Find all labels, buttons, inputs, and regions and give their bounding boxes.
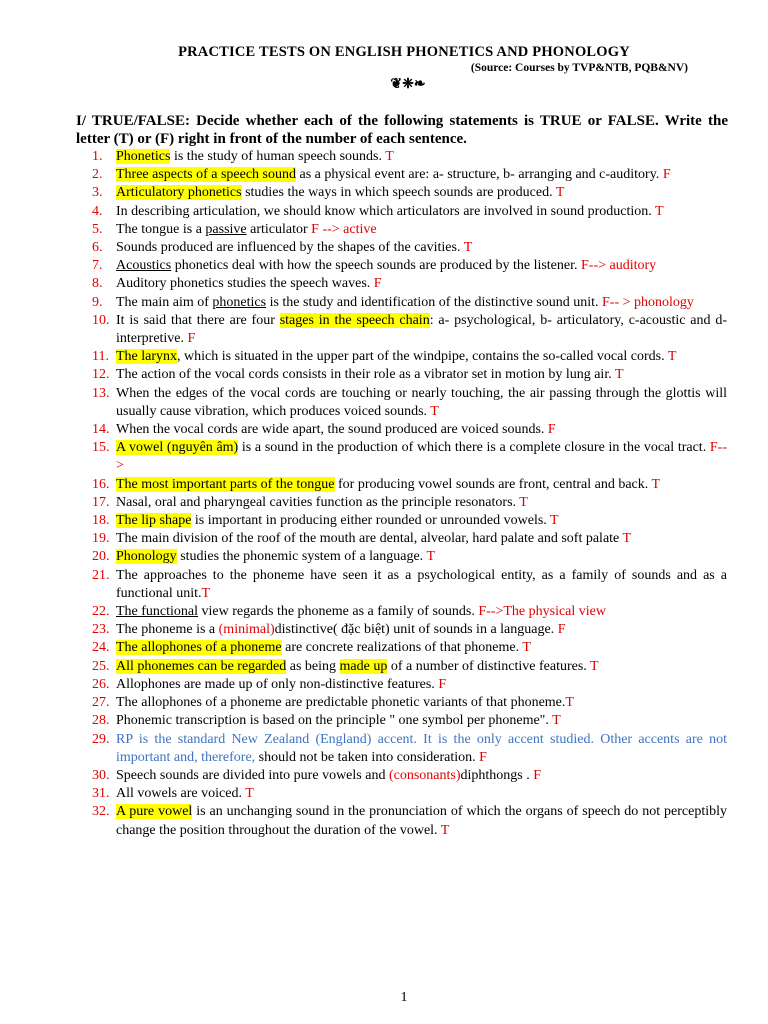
statement-number: 8.: [92, 276, 103, 292]
statement-item: [0, 494, 727, 512]
statement-text: All phonemes can be regarded: [116, 658, 287, 674]
statement-number: 28.: [92, 713, 110, 729]
statement-text: Phonemic transcription is based on the principle " one symbol per phoneme".: [116, 713, 553, 729]
statement-text: The functional: [116, 604, 199, 620]
statement-item: [0, 294, 727, 312]
statement-text: are concrete realizations of that phoneme.: [281, 640, 523, 656]
statement-number: 7.: [92, 258, 103, 274]
statement-text: The approaches to the phoneme have seen it as a psychological entity, as a family of sounds and as a functional unit.: [116, 567, 727, 601]
statement-item: [0, 694, 727, 712]
statement-number: 13.: [92, 385, 110, 401]
statement-item: [0, 348, 727, 366]
answer-mark: T: [426, 549, 435, 565]
answer-mark: F: [547, 422, 556, 438]
answer-mark: T: [245, 786, 254, 802]
statement-text: In describing articulation, we should know which articulators are involved in sound production.: [116, 203, 656, 219]
statement-item: [0, 603, 727, 621]
statement-number: 24.: [92, 640, 110, 656]
statement-number: 15.: [92, 440, 110, 456]
statement-number: 11.: [92, 349, 109, 365]
answer-mark: F--> auditory: [581, 258, 657, 274]
statement-text: All vowels are voiced.: [116, 786, 246, 802]
statement-text: It is said that there are four: [116, 312, 280, 328]
statement-number: 16.: [92, 476, 110, 492]
answer-mark: T: [463, 240, 473, 256]
statement-item: [0, 712, 727, 730]
statement-text: articulator: [246, 221, 312, 237]
statement-item: [0, 275, 727, 293]
statement-item: [0, 184, 727, 202]
statement-number: 1.: [92, 149, 103, 164]
statement-text: Sounds produced are influenced by the shapes of the cavities.: [116, 240, 464, 256]
statement-item: [0, 221, 727, 239]
document-title: PRACTICE TESTS ON ENGLISH PHONETICS AND PHONOLOGY: [178, 44, 630, 60]
statement-text: Acoustics: [116, 258, 172, 274]
statement-text: When the vocal cords are wide apart, the sound produced are voiced sounds.: [116, 422, 548, 438]
statement-text: A pure vowel: [116, 804, 193, 820]
statement-item: [0, 166, 727, 184]
statement-text: is an unchanging sound in the pronunciation of which the organs of speech do not perceptibly change the position throughout the duration of the vowel.: [116, 804, 728, 838]
answer-mark: T: [430, 403, 439, 419]
statement-item: [0, 530, 727, 548]
statement-item: [0, 567, 727, 603]
statement-number: 19.: [92, 531, 110, 547]
statement-number: 29.: [92, 731, 110, 747]
answer-mark: F: [662, 167, 671, 183]
statement-text: studies the ways in which speech sounds are produced.: [241, 185, 556, 201]
statement-number: 25.: [92, 658, 110, 674]
statement-number: 2.: [92, 167, 103, 183]
statement-text: The main division of the roof of the mouth are dental, alveolar, hard palate and soft palate: [116, 531, 623, 547]
answer-mark: F: [373, 276, 382, 292]
statement-number: 9.: [92, 294, 103, 310]
statement-number: 18.: [92, 513, 110, 529]
statement-text: passive: [205, 221, 247, 237]
statement-text: view regards the phoneme as a family of sounds.: [198, 604, 479, 620]
ornament-divider: ❦❈❧: [390, 77, 426, 92]
statement-item: [0, 239, 727, 257]
statement-text: The action of the vocal cords consists in their role as a vibrator set in motion by lung air.: [116, 367, 615, 383]
source-note: (Source: Courses by TVP&NTB, PQB&NV): [470, 62, 688, 74]
answer-mark: T: [655, 203, 664, 219]
statement-item: [0, 676, 727, 694]
statement-item: [0, 803, 727, 839]
statement-text: : a- psychological, b- articulatory, c-acoustic and d- interpretive.: [116, 312, 728, 347]
statement-item: [0, 385, 727, 421]
statement-number: 3.: [92, 185, 103, 201]
statement-item: [0, 203, 727, 221]
statement-text: The allophones of a phoneme: [116, 640, 282, 656]
statement-text: is the study of human speech sounds.: [170, 149, 386, 164]
statement-item: [0, 767, 727, 785]
statement-text: is the study and identification of the distinctive sound unit.: [266, 294, 603, 310]
answer-mark: T: [552, 713, 561, 729]
statement-text: Three aspects of a speech sound: [116, 167, 296, 183]
statement-text: of a number of distinctive features.: [387, 658, 591, 674]
answer-mark: (consonants): [388, 767, 461, 783]
answer-mark: F-->The physical view: [478, 604, 606, 620]
statement-number: 32.: [92, 804, 110, 820]
statement-text: phonetics deal with how the speech sounds are produced by the listener.: [171, 258, 581, 274]
statement-number: 14.: [92, 422, 110, 438]
answer-mark: T: [622, 531, 632, 547]
statement-text: diphthongs .: [460, 767, 534, 783]
statement-item: [0, 421, 727, 439]
statement-text: Allophones are made up of only non-distinctive features.: [116, 676, 439, 692]
answer-mark: T: [590, 658, 599, 674]
statement-text: The larynx: [116, 349, 178, 365]
statement-item: [0, 512, 727, 530]
statement-text: Auditory phonetics studies the speech waves.: [116, 276, 374, 292]
statement-item: [0, 785, 727, 803]
answer-mark: F: [187, 331, 196, 347]
statement-number: 10.: [92, 312, 110, 328]
statement-text: phonetics: [212, 294, 267, 310]
statement-number: 30.: [92, 767, 110, 783]
statement-text: for producing vowel sounds are front, central and back.: [334, 476, 652, 492]
statement-text: The tongue is a: [116, 221, 206, 237]
answer-mark: F: [533, 767, 542, 783]
answer-mark: F-->: [116, 440, 727, 474]
answer-mark: T: [519, 494, 528, 510]
statement-text: should not be taken into consideration.: [255, 749, 480, 765]
statement-text: is important in producing either rounded or unrounded vowels.: [191, 513, 551, 529]
statement-text: The main aim of: [116, 294, 213, 310]
statement-text: When the edges of the vocal cords are touching or nearly touching, the air passing through the glottis will usually cause vibration, which produces voiced sounds.: [116, 385, 727, 419]
statement-text: Speech sounds are divided into pure vowels and: [116, 767, 389, 783]
statement-number: 23.: [92, 622, 110, 638]
statement-text: is a sound in the production of which there is a complete closure in the vocal tract.: [238, 440, 710, 456]
answer-mark: F-- > phonology: [602, 294, 694, 310]
answer-mark: T: [667, 349, 677, 365]
answer-mark: T: [522, 640, 531, 656]
statement-number: 20.: [92, 549, 110, 565]
statement-number: 5.: [92, 221, 103, 237]
answer-mark: T: [201, 585, 211, 601]
statement-text: Nasal, oral and pharyngeal cavities function as the principle resonators.: [116, 494, 520, 510]
statement-text: Articulatory phonetics: [116, 185, 242, 201]
statement-text: RP is the standard New Zealand (England) accent. It is the only accent studied. Other accents are not important and, therefore,: [116, 731, 727, 765]
statement-text: stages in the speech chain: [279, 312, 430, 328]
statement-number: 12.: [92, 367, 110, 383]
answer-mark: T: [614, 367, 624, 383]
answer-mark: T: [440, 822, 450, 838]
answer-mark: F: [479, 749, 487, 765]
page-number: 1: [400, 990, 408, 1005]
statement-item: [0, 476, 727, 494]
statement-number: 26.: [92, 676, 110, 692]
answer-mark: (minimal): [218, 622, 275, 638]
statement-item: [0, 257, 727, 275]
statement-text: , which is situated in the upper part of the windpipe, contains the so-called vocal cords.: [177, 349, 668, 365]
statement-item: [0, 439, 727, 475]
section-heading: I/ TRUE/FALSE: Decide whether each of the following statements is TRUE or FALSE. Write the letter (T) or (F) right in front of the number of each sentence.: [76, 113, 728, 147]
statement-text: studies the phonemic system of a language.: [176, 549, 427, 565]
statement-item: [0, 621, 727, 639]
answer-mark: T: [565, 695, 574, 711]
statement-text: as being: [286, 658, 340, 674]
answer-mark: T: [651, 476, 661, 492]
answer-mark: F: [557, 622, 566, 638]
answer-mark: T: [555, 185, 565, 201]
statement-text: Phonology: [116, 549, 177, 565]
statement-number: 4.: [92, 203, 103, 219]
statement-number: 6.: [92, 240, 103, 256]
statement-text: The most important parts of the tongue: [116, 476, 335, 492]
statement-number: 21.: [92, 567, 110, 583]
statement-text: Phonetics: [116, 149, 171, 164]
statement-number: 17.: [92, 494, 110, 510]
statement-text: The lip shape: [116, 513, 192, 529]
statement-list: [0, 148, 768, 840]
statement-number: 31.: [92, 786, 110, 802]
statement-item: [0, 731, 727, 767]
statement-item: [0, 366, 727, 384]
statement-item: [0, 639, 727, 657]
statement-text: A vowel (nguyên âm): [116, 440, 239, 456]
statement-text: as a physical event are: a- structure, b- arranging and c-auditory.: [295, 167, 663, 183]
answer-mark: F --> active: [311, 221, 377, 237]
statement-text: distinctive( đặc biệt) unit of sounds in a language.: [274, 622, 558, 638]
answer-mark: F: [438, 676, 447, 692]
answer-mark: T: [550, 513, 559, 529]
statement-item: [0, 658, 727, 676]
statement-text: The phoneme is a: [116, 622, 219, 638]
statement-number: 22.: [92, 604, 110, 620]
statement-text: made up: [339, 658, 388, 674]
statement-number: 27.: [92, 695, 110, 711]
statement-text: The allophones of a phoneme are predictable phonetic variants of that phoneme.: [116, 695, 566, 711]
answer-mark: T: [385, 149, 394, 164]
statement-item: [0, 148, 727, 166]
statement-item: [0, 312, 727, 348]
statement-item: [0, 548, 727, 566]
